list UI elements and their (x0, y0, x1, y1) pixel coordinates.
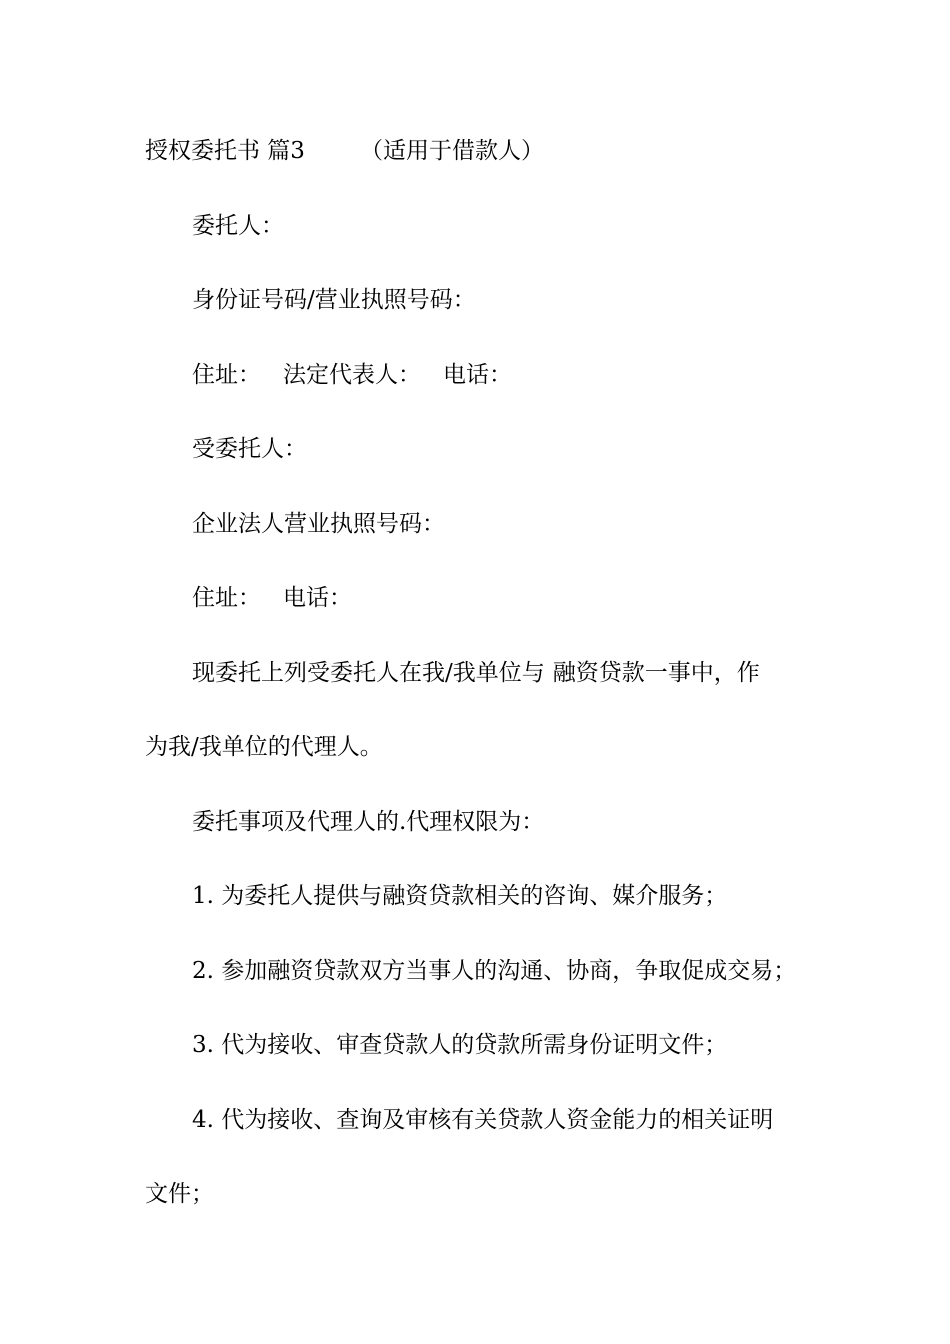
authority-item-2: 2. 参加融资贷款双方当事人的沟通、协商，争取促成交易； (192, 957, 797, 984)
delegation-line-2: 为我/我单位的代理人。 (145, 734, 383, 760)
document-body (145, 133, 810, 1251)
delegation-line-1 (145, 655, 810, 692)
authority-item-3: 3. 代为接收、审查贷款人的贷款所需身份证明文件； (192, 1032, 728, 1058)
authority-heading: 委托事项及代理人的.代理权限为： (192, 808, 545, 835)
principal-label: 委托人： (192, 212, 284, 239)
principal-address-label: 住址： (192, 361, 261, 388)
authority-item-1: 1. 为委托人提供与融资贷款相关的咨询、媒介服务； (192, 883, 728, 909)
agent-label: 受委托人： (192, 436, 307, 462)
agent-contact-line (145, 580, 810, 617)
principal-id-label: 身份证号码/营业执照号码： (192, 287, 476, 313)
agent-address-label: 住址： (192, 585, 261, 611)
delegation-text-a: 现委托上列受委托人在我/我单位与 (192, 659, 545, 686)
authority-item-4-continued: 文件； (145, 1181, 214, 1207)
document-title (145, 133, 810, 170)
delegation-text-b: 融资贷款一事中，作 (552, 659, 760, 686)
principal-contact-line (145, 357, 810, 394)
title-suffix: （适用于借款人） (359, 138, 544, 164)
agent-license-label: 企业法人营业执照号码： (192, 510, 445, 537)
title-main: 授权委托书 篇3 (145, 138, 305, 164)
agent-phone-label: 电话： (283, 585, 352, 611)
authority-item-4: 4. 代为接收、查询及审核有关贷款人资金能力的相关证明 (192, 1106, 774, 1133)
principal-phone-label: 电话： (443, 361, 512, 388)
principal-legal-rep-label: 法定代表人： (283, 361, 421, 388)
